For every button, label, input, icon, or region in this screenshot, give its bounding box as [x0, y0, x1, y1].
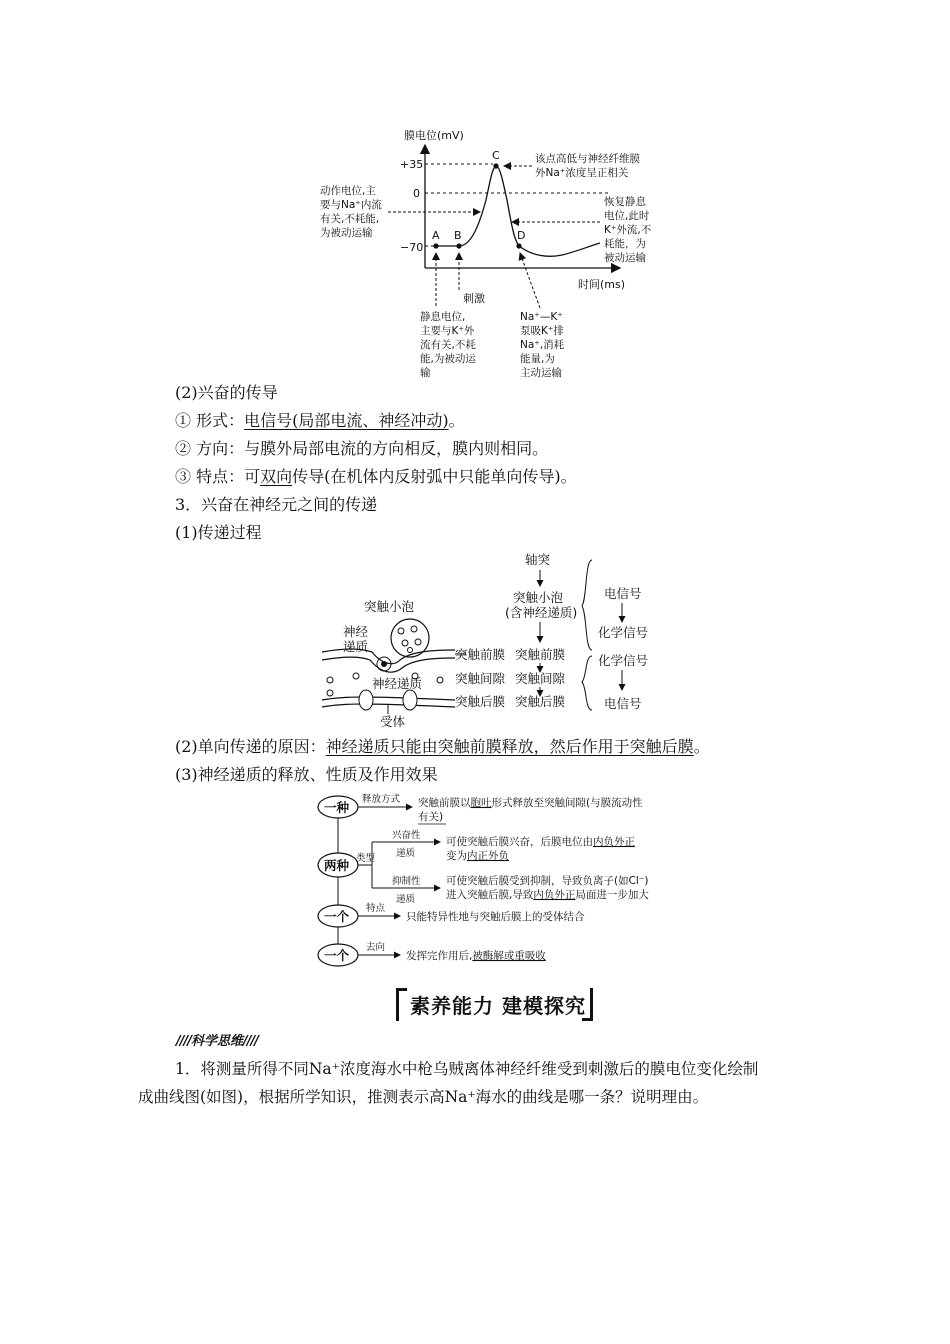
- label-c: C: [492, 149, 500, 162]
- question-line-1: 1．将测量所得不同Na⁺浓度海水中枪乌贼离体神经纤维受到刺激后的膜电位变化绘制: [175, 1060, 759, 1078]
- svg-text:特点: 特点: [366, 903, 386, 914]
- svg-text:兴奋性: 兴奋性: [392, 830, 421, 841]
- svg-text:可使突触后膜兴奋，后膜电位由内负外正: 可使突触后膜兴奋，后膜电位由内负外正: [446, 836, 635, 848]
- point-a: [433, 243, 438, 248]
- svg-text:类型: 类型: [356, 853, 376, 864]
- note-recover-2: 电位,此时: [604, 210, 650, 222]
- note-rest-3: 流有关,不耗: [420, 339, 476, 351]
- signal-chemical-2: 化学信号: [598, 653, 649, 668]
- conduction-direction: ② 方向：与膜外局部电流的方向相反，膜内则相同。: [175, 439, 549, 458]
- svg-text:进入突触后膜,导致内负外正局面进一步加大: 进入突触后膜,导致内负外正局面进一步加大: [446, 889, 649, 901]
- one-way-reason: (2)单向传递的原因：神经递质只能由突触前膜释放，然后作用于突触后膜。: [175, 737, 710, 756]
- banner-title: 素养能力 建模探究: [410, 994, 586, 1018]
- note-recover-1: 恢复静息: [604, 196, 646, 208]
- conduction-feature: ③ 特点：可双向传导(在机体内反射弧中只能单向传导)。: [175, 467, 577, 486]
- note-action-4: 为被动运输: [320, 227, 373, 239]
- note-pump-5: 主动运输: [520, 367, 562, 379]
- note-action-1: 动作电位,主: [320, 185, 376, 197]
- point-d: [516, 243, 521, 248]
- vesicle-label: 突触小泡: [364, 599, 415, 614]
- x-axis-label: 时间(ms): [578, 278, 626, 291]
- flow-post: 突触后膜: [515, 694, 566, 709]
- svg-text:变为内正外负: 变为内正外负: [446, 850, 509, 862]
- y-tick-70: −70: [400, 241, 424, 254]
- flow-cleft: 突触间隙: [515, 671, 566, 686]
- note-rest-2: 主要与K⁺外: [420, 325, 475, 337]
- post-membrane-label: 突触后膜: [455, 694, 506, 709]
- note-recover-4: 耗能，为: [604, 238, 646, 250]
- note-action-2: 要与Na⁺内流: [320, 199, 382, 211]
- label-a: A: [432, 229, 440, 242]
- bracket-left: [396, 988, 407, 1021]
- svg-text:发挥完作用后,被酶解或重吸收: 发挥完作用后,被酶解或重吸收: [406, 950, 546, 962]
- section-banner: [396, 988, 596, 1020]
- receptor-label: 受体: [380, 714, 406, 729]
- svg-text:可使突触后膜受到抑制，导致负离子(如Cl⁻): 可使突触后膜受到抑制，导致负离子(如Cl⁻): [446, 875, 649, 887]
- conduction-form: ① 形式：电信号(局部电流、神经冲动)。: [175, 411, 465, 430]
- svg-text:两种: 两种: [324, 858, 350, 873]
- svg-text:一个: 一个: [324, 948, 350, 963]
- nt-label-2: 递质: [343, 639, 369, 654]
- svg-text:抑制性: 抑制性: [392, 876, 421, 887]
- y-axis-label: 膜电位(mV): [404, 129, 464, 142]
- note-c-line2: 外Na⁺浓度呈正相关: [535, 167, 629, 179]
- heading-neurotransmitter: (3)神经递质的释放、性质及作用效果: [175, 765, 438, 784]
- svg-text:释放方式: 释放方式: [362, 794, 401, 805]
- svg-text:递质: 递质: [396, 894, 416, 905]
- svg-text:有关): 有关): [418, 811, 444, 823]
- flow-vesicle: 突触小泡: [513, 590, 564, 605]
- note-recover-5: 被动运输: [604, 252, 646, 264]
- svg-text:递质: 递质: [396, 848, 416, 859]
- potential-curve: [436, 166, 600, 256]
- flow-axon: 轴突: [525, 552, 551, 567]
- svg-text:去向: 去向: [366, 942, 386, 953]
- cleft-label: 突触间隙: [455, 671, 506, 686]
- point-b: [456, 243, 461, 248]
- flow-vesicle-note: (含神经递质): [505, 605, 578, 620]
- note-rest-4: 能,为被动运: [420, 353, 476, 365]
- nt-label-1: 神经: [343, 624, 369, 639]
- signal-electric-1: 电信号: [604, 586, 642, 601]
- signal-electric-2: 电信号: [604, 696, 642, 711]
- heading-transmission: 3．兴奋在神经元之间的传递: [175, 495, 378, 514]
- question-line-2: 成曲线图(如图)，根据所学知识，推测表示高Na⁺海水的曲线是哪一条？说明理由。: [138, 1088, 709, 1106]
- svg-text:突触前膜以胞吐形式释放至突触间隙(与膜流动性: 突触前膜以胞吐形式释放至突触间隙(与膜流动性: [418, 797, 643, 809]
- svg-text:只能特异性地与突触后膜上的受体结合: 只能特异性地与突触后膜上的受体结合: [406, 911, 585, 923]
- note-c-line1: 该点高低与神经纤维膜: [535, 153, 640, 165]
- note-rest-5: 输: [420, 367, 431, 379]
- y-tick-35: +35: [400, 158, 424, 171]
- note-rest-1: 静息电位,: [420, 311, 466, 323]
- note-action-3: 有关,不耗能,: [320, 213, 380, 225]
- signal-chemical-1: 化学信号: [598, 625, 649, 640]
- neurotransmitter-diagram: [312, 790, 702, 970]
- pre-membrane-label: 突触前膜: [455, 647, 506, 662]
- bracket-right: [582, 988, 593, 1021]
- note-pump-2: 泵吸K⁺排: [520, 325, 564, 337]
- heading-process: (1)传递过程: [175, 523, 262, 542]
- note-pump-3: Na⁺,消耗: [520, 339, 565, 351]
- svg-text:一个: 一个: [324, 909, 350, 924]
- vesicle: [391, 619, 429, 657]
- point-c: [493, 163, 498, 168]
- label-d: D: [517, 229, 526, 242]
- y-tick-0: 0: [413, 187, 420, 200]
- note-pump-1: Na⁺—K⁺: [520, 311, 563, 323]
- note-recover-3: K⁺外流,不: [604, 224, 652, 236]
- stimulus-label: 刺激: [463, 292, 485, 305]
- note-pump-4: 能量,为: [520, 353, 555, 365]
- synapse-diagram: [318, 548, 658, 730]
- heading-conduction: (2)兴奋的传导: [175, 383, 278, 402]
- flow-pre: 突触前膜: [515, 647, 566, 662]
- label-b: B: [454, 229, 462, 242]
- membrane-potential-chart: [300, 120, 680, 382]
- subsection-label: ////科学思维////: [176, 1034, 259, 1049]
- nt-label-bottom: 神经递质: [372, 676, 423, 691]
- svg-text:一种: 一种: [324, 800, 350, 815]
